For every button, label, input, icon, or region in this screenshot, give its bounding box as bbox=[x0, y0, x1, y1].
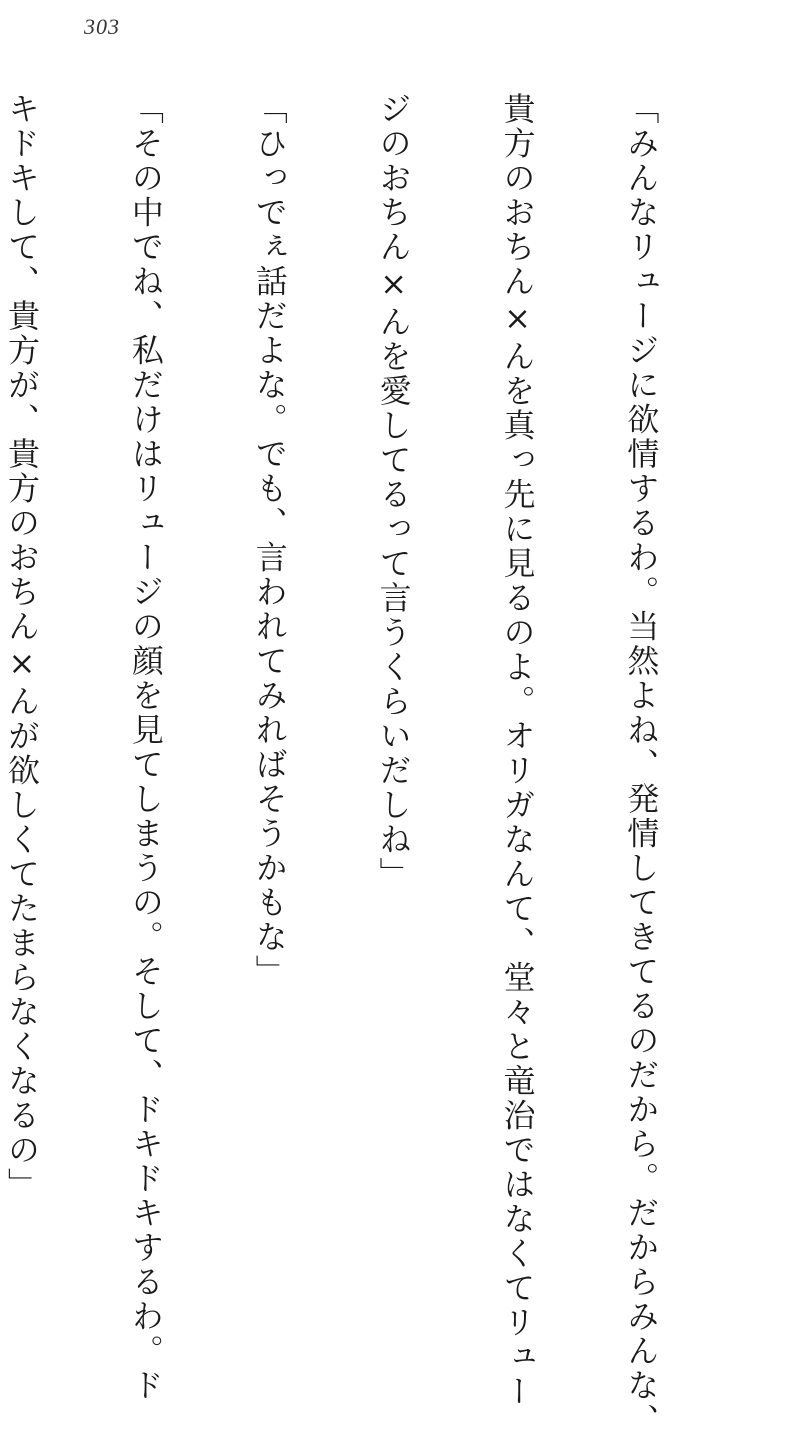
text-line: ジのおちん×んを愛してるって言うくらいだしね」 bbox=[374, 92, 413, 892]
text-line: 「みんなリュージに欲情するわ。当然よね、発情してきてるのだから。だからみんな、 bbox=[622, 92, 661, 1438]
page-number: 303 bbox=[84, 14, 120, 39]
text-line: 「ひっでぇ話だよな。でも、言われてみればそうかもな」 bbox=[250, 92, 289, 989]
vertical-text-body bbox=[0, 92, 744, 1438]
text-line: キドキして、貴方が、貴方のおちん×んが欲しくてたまらなくなるの」 bbox=[2, 92, 41, 1202]
text-line: 貴方のおちん×んを真っ先に見るのよ。オリガなんて、堂々と竜治ではなくてリュー bbox=[498, 92, 537, 1409]
text-line: 「その中でね、私だけはリュージの顔を見てしまうの。そして、ドキドキするわ。ド bbox=[126, 92, 165, 1403]
